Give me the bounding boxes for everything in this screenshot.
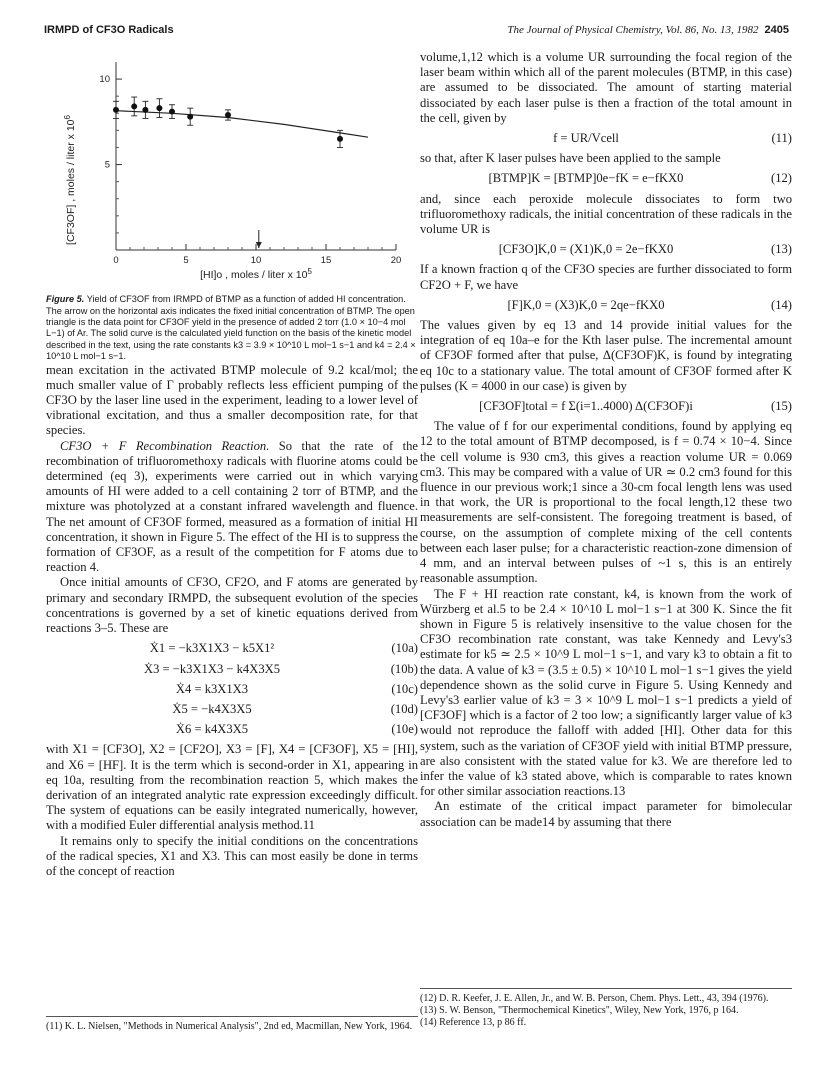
data-point: [156, 105, 162, 111]
equation-body: [CF3O]K,0 = (X1)K,0 = 2e−fKX0: [498, 242, 674, 257]
equation-number: (10e): [391, 722, 418, 737]
equation: [420, 242, 792, 257]
equation-number: (14): [771, 297, 792, 312]
data-point: [187, 114, 193, 120]
paragraph: The F + HI reaction rate constant, k4, is known from the work of Würzberg et al.5 to be 2.4 × 10^10 L mol−1 s−1 at 300 K. Since the fit shown in Figure 5 is relatively insensitive to the value chosen for the CF3O recombination rate constant, was take Kennedy and Levy's3 estimate for k5 ≃ 2.5 × 10^9 L mol−1 s−1, and vary k3 to obtain a fit to the data. A value of k3 = (3.5 ± 0.5) × 10^10 L mol−1 s−1 gives the yield dependence shown as the solid curve in Figure 5. Using Kennedy and Levy's3 earlier value of k3 = 3 × 10^9 L mol−1 s−1 predicts a yield of [CF3OF] which is a factor of 2 too low; a significantly larger value of k3 would not reproduce the falloff with added [HI]. Other data for this system, such as the variation of CF3OF yield with initial BTMP pressure, are also consistent with the stated value for k3. We are therefore led to infer the value of k3 stated above, which is comparable to rates known for other similar association reactions.13: [420, 586, 792, 799]
paragraph: The value of f for our experimental conditions, found by applying eq 12 to the total amount of BTMP decomposed, is f = 0.74 × 10−4. Since the cell volume is 930 cm3, this gives a reaction volume UR = 0.069 cm3. This may be compared with a value of UR ≃ 0.2 cm3 found for this fluence in our previous work;1 since a 30-cm focal length lens was used in that work, the UR is proportional to the focal length,12 these two measurements are self-consistent. The foregoing treatment is based, of course, on the assumption of complete mixing of the cell contents between each laser pulse; for a characteristic reaction-zone dimension of 4 mm, and an interval between pulses of ~1 s, this is an entirely reasonable assumption.: [420, 419, 792, 586]
y-axis-title-text: [CF3OF] , moles / liter x 10: [65, 119, 77, 245]
footnote: (13) S. W. Benson, "Thermochemical Kinetics", Wiley, New York, 1976, p 164.: [420, 1005, 739, 1016]
fit-curve: [116, 111, 368, 138]
equation-body: [F]K,0 = (X3)K,0 = 2qe−fKX0: [507, 297, 665, 312]
equation-number: (11): [771, 131, 792, 146]
equation-number: (10d): [390, 701, 418, 716]
equation-body: f = UR/Vcell: [553, 131, 619, 146]
x-tick-label: 20: [390, 255, 402, 266]
data-point: [337, 136, 343, 142]
equation-number: (12): [771, 171, 792, 186]
figure-caption-text: Yield of CF3OF from IRMPD of BTMP as a function of added HI concentration. The arrow on the horizontal axis indicates the fixed initial concentration of BTMP. The open triangle is the data point for CF3OF yield in the presence of added 2 torr (1.0 × 10−4 mol L−1) of Ar. The solid curve is the calculated yield function on the basis of the kinetic model described in the text, using the rate constants k3 = 3.9 × 10^10 L mol−1 s−1 and k4 = 2.4 × 10^10 L mol−1 s−1.: [46, 294, 416, 362]
equation-body: Ẋ3 = −k3X1X3 − k4X3X5: [143, 661, 281, 676]
equation-body: Ẋ5 = −k4X3X5: [172, 701, 252, 716]
equation-number: (10a): [391, 641, 418, 656]
equation: [46, 682, 418, 697]
equation-body: Ẋ6 = k4X3X5: [175, 722, 249, 737]
footnote-rule: [420, 988, 792, 989]
paragraph: volume,1,12 which is a volume UR surrounding the focal region of the laser beam within which all of the parent molecules (BTMP, in this case) are assumed to be dissociated. The amount of starting material dissociated by each laser pulse is then a fraction of the total amount in the cell, given by: [420, 50, 792, 125]
equation-body: Ẋ4 = k3X1X3: [175, 681, 249, 696]
equation-body: Ẋ1 = −k3X1X3 − k5X1²: [149, 641, 275, 656]
paragraph: Once initial amounts of CF3O, CF2O, and F atoms are generated by primary and secondary IRMPD, the subsequent evolution of the species concentrations is governed by a set of kinetic equations derived from reactions 3–5. These are: [46, 575, 418, 636]
paragraph: with X1 = [CF3O], X2 = [CF2O], X3 = [F], X4 = [CF3OF], X5 = [HI], and X6 = [HF]. It is the term which is second-order in X1, appearing in eq 10a, resulting from the recombination reaction 5, which makes the derivation of an integrated analytic rate expression exceedingly difficult. The system of equations can be easily integrated numerically, however, with a modified Euler differential analysis method.11: [46, 742, 418, 833]
paragraph: mean excitation in the activated BTMP molecule of 9.2 kcal/mol; the much smaller value of Γ probably reflects less efficient pumping of the CF3O by the laser line used in the experiment, leading to a lower level of vibrational excitation, and thus a smaller decomposition rate, for that species.: [46, 362, 418, 438]
equation-number: (10c): [391, 681, 418, 696]
footnote: (11) K. L. Nielsen, "Methods in Numerical Analysis", 2nd ed, Macmillan, New York, 1964.: [46, 1021, 413, 1032]
running-head-left: IRMPD of CF3O Radicals: [44, 24, 174, 36]
left-column: [46, 50, 418, 879]
x-tick-label: 15: [320, 255, 332, 266]
x-tick-label: 0: [113, 255, 119, 266]
equation: [420, 298, 792, 313]
equation-body: [BTMP]K = [BTMP]0e−fK = e−fKX0: [488, 171, 684, 186]
y-axis-title: [63, 115, 77, 245]
btmp-arrow-head: [256, 242, 262, 248]
figure-caption-label: Figure 5.: [46, 294, 85, 305]
equation: [46, 722, 418, 737]
x-axis-title: [200, 267, 312, 281]
x-tick-label: 10: [250, 255, 262, 266]
y-tick-label: 10: [99, 74, 110, 86]
x-tick-label: 5: [183, 255, 189, 266]
y-tick-label: 5: [104, 159, 110, 171]
x-axis-title-exp: 5: [307, 267, 312, 276]
paragraph: so that, after K laser pulses have been applied to the sample: [420, 151, 721, 166]
data-point: [113, 107, 119, 113]
equation-number: (13): [771, 242, 792, 257]
y-axis-title-exp: 6: [63, 115, 72, 120]
equation: [420, 171, 792, 186]
equation: [420, 399, 792, 414]
running-head-right: [507, 24, 789, 36]
journal-citation: The Journal of Physical Chemistry, Vol. 86, No. 13, 1982: [507, 24, 759, 36]
footnotes-right: [420, 980, 792, 1029]
equation: [46, 662, 418, 677]
data-point: [169, 109, 175, 115]
equation: [46, 702, 418, 717]
footnote: (12) D. R. Keefer, J. E. Allen, Jr., and W. B. Person, Chem. Phys. Lett., 43, 394 (1976).: [420, 993, 769, 1004]
equation: [420, 131, 792, 146]
paragraph: An estimate of the critical impact parameter for bimolecular association can be made14 by assuming that there: [420, 799, 792, 829]
data-point: [131, 103, 137, 109]
equation-number: (15): [771, 399, 792, 414]
paragraph: It remains only to specify the initial conditions on the concentrations of the radical species, X1 and X3. This can most easily be done in terms of the concept of reaction: [46, 833, 418, 878]
paragraph-text: So that the rate of the recombination of trifluoromethoxy radicals with fluorine atoms could be determined (eq 3), experiments were carried out in which varying amounts of HI were added to a cell containing 2 torr of BTMP, and the mixture was photolyzed at a constant infrared wavelength and fluence. The net amount of CF3OF formed, measured as a formation of initial HI concentration, it shown in Figure 5. The effect of the HI is to suppress the formation of CF3OF, as a result of the competition for F atoms due to reaction 4.: [46, 438, 418, 575]
equation: [46, 641, 418, 656]
equation-number: (10b): [390, 661, 418, 676]
data-point: [225, 112, 231, 118]
paragraph: The values given by eq 13 and 14 provide initial values for the integration of eq 10a–e for the Kth laser pulse. The incremental amount of CF3OF formed after that pulse, Δ(CF3OF)K, is found by integrating eq 10c to a stationary value. The total amount of CF3OF formed after K pulses (K = 4000 in our case) is given by: [420, 318, 792, 393]
paragraph: and, since each peroxide molecule dissociates to form two trifluoromethoxy radicals, the initial concentration of these radicals in the volume UR is: [420, 191, 792, 237]
paragraph-section-start: [46, 439, 418, 576]
data-point: [142, 107, 148, 113]
section-title: CF3O + F Recombination Reaction.: [60, 438, 270, 453]
paragraph: If a known fraction q of the CF3O species are further dissociated to form CF2O + F, we have: [420, 262, 792, 292]
footnote-rule: [46, 1016, 418, 1017]
figure-5-chart: [46, 50, 418, 290]
x-axis-title-text: [HI]o , moles / liter x 10: [200, 269, 308, 281]
equation-body: [CF3OF]total = f Σ(i=1..4000) Δ(CF3OF)i: [479, 399, 693, 414]
right-column: [420, 50, 792, 830]
page-number: 2405: [764, 24, 789, 36]
footnote: (14) Reference 13, p 86 ff.: [420, 1017, 527, 1028]
figure-caption: [46, 294, 418, 362]
footnotes-left: [46, 1008, 418, 1033]
